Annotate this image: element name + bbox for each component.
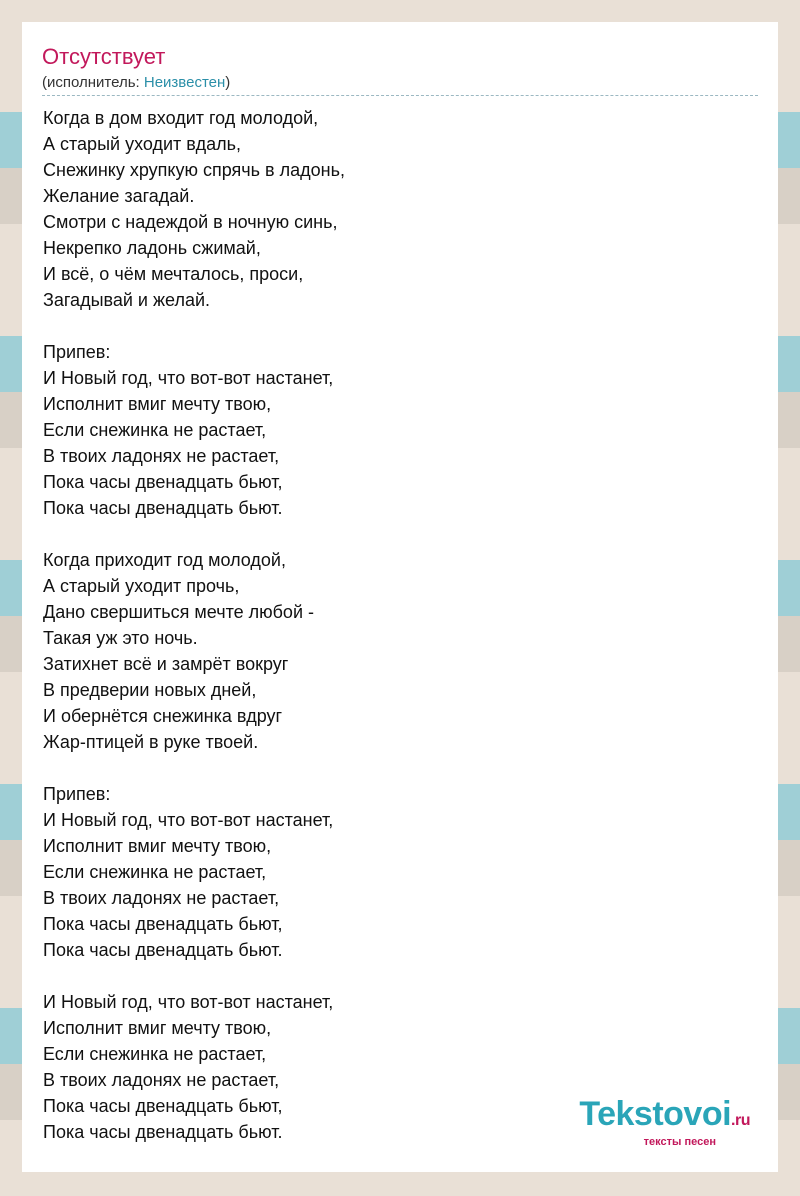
song-title: Отсутствует xyxy=(42,44,166,69)
artist-suffix: ) xyxy=(225,74,231,91)
lyric-line: Некрепко ладонь сжимай, xyxy=(43,238,261,258)
lyric-line: А старый уходит вдаль, xyxy=(43,134,242,154)
lyric-line: Пока часы двенадцать бьют, xyxy=(43,1096,283,1116)
lyric-line: А старый уходит прочь, xyxy=(43,576,240,596)
lyric-line: Пока часы двенадцать бьют, xyxy=(43,472,283,492)
lyrics-text xyxy=(43,105,743,1145)
logo-tagline: тексты песен xyxy=(643,1136,716,1148)
logo-main-text: Tekstovoi xyxy=(579,1095,732,1133)
lyric-line: Такая уж это ночь. xyxy=(43,628,198,648)
lyric-line: И обернётся снежинка вдруг xyxy=(43,706,283,726)
lyric-line: Когда приходит год молодой, xyxy=(43,550,286,570)
lyric-line: Припев: xyxy=(43,784,111,804)
stanza-gap xyxy=(43,313,743,339)
artist-prefix: (исполнитель: xyxy=(42,74,144,91)
lyric-line: Затихнет всё и замрёт вокруг xyxy=(43,654,289,674)
song-header xyxy=(42,44,758,96)
lyric-line: И всё, о чём мечталось, проси, xyxy=(43,264,304,284)
logo-wordmark xyxy=(579,1097,750,1138)
lyric-line: Желание загадай. xyxy=(43,186,195,206)
lyric-line: И Новый год, что вот-вот настанет, xyxy=(43,992,334,1012)
lyric-line: Когда в дом входит год молодой, xyxy=(43,108,319,128)
artist-link[interactable]: Неизвестен xyxy=(143,74,226,91)
lyric-line: Исполнит вмиг мечту твою, xyxy=(43,836,272,856)
lyric-line: Пока часы двенадцать бьют. xyxy=(43,498,283,518)
stanza-gap xyxy=(43,755,743,781)
lyric-line: И Новый год, что вот-вот настанет, xyxy=(43,368,334,388)
lyric-line: Если снежинка не растает, xyxy=(43,1044,267,1064)
lyric-line: Снежинку хрупкую спрячь в ладонь, xyxy=(43,160,345,180)
logo-domain-suffix: .ru xyxy=(731,1112,750,1129)
stanza-gap xyxy=(43,521,743,547)
site-logo[interactable] xyxy=(579,1097,750,1148)
lyric-line: Пока часы двенадцать бьют. xyxy=(43,940,283,960)
artist-line xyxy=(42,73,758,96)
lyric-line: Дано свершиться мечте любой - xyxy=(43,602,314,622)
lyric-line: Исполнит вмиг мечту твою, xyxy=(43,1018,272,1038)
lyric-line: В твоих ладонях не растает, xyxy=(43,446,280,466)
lyric-line: Припев: xyxy=(43,342,111,362)
lyric-line: В твоих ладонях не растает, xyxy=(43,1070,280,1090)
lyric-line: Жар-птицей в руке твоей. xyxy=(43,732,259,752)
lyric-line: Загадывай и желай. xyxy=(43,290,211,310)
lyric-line: В твоих ладонях не растает, xyxy=(43,888,280,908)
lyric-line: Смотри с надеждой в ночную синь, xyxy=(43,212,338,232)
lyric-line: И Новый год, что вот-вот настанет, xyxy=(43,810,334,830)
lyric-line: Пока часы двенадцать бьют, xyxy=(43,914,283,934)
lyric-line: Если снежинка не растает, xyxy=(43,420,267,440)
lyric-line: Исполнит вмиг мечту твою, xyxy=(43,394,272,414)
lyric-line: Если снежинка не растает, xyxy=(43,862,267,882)
lyric-line: Пока часы двенадцать бьют. xyxy=(43,1122,283,1142)
stanza-gap xyxy=(43,963,743,989)
lyric-line: В предверии новых дней, xyxy=(43,680,257,700)
lyrics-card xyxy=(22,22,778,1172)
